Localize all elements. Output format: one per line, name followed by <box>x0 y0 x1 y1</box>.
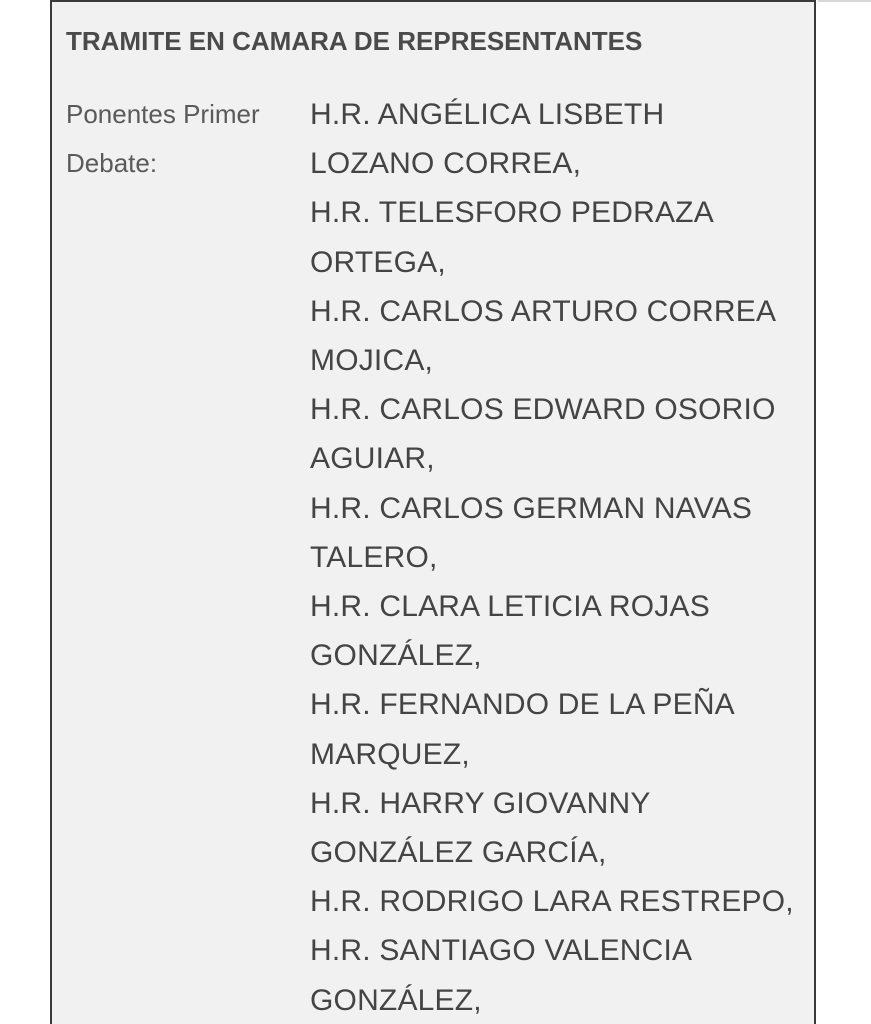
ponente-line: H.R. HARRY GIOVANNY <box>310 786 651 820</box>
ponente-line: H.R. CARLOS EDWARD OSORIO <box>310 393 776 427</box>
ponentes-row <box>66 90 804 1024</box>
ponente-line: MOJICA, <box>310 344 434 378</box>
section-title: TRAMITE EN CAMARA DE REPRESENTANTES <box>66 26 643 56</box>
ponente-line: TALERO, <box>310 540 438 574</box>
ponente-line: ORTEGA, <box>310 245 446 279</box>
ponente-line: GONZÁLEZ, <box>310 639 482 673</box>
ponente-line: LOZANO CORREA, <box>310 147 582 181</box>
ponente-line: H.R. RODRIGO LARA RESTREPO, <box>310 885 794 919</box>
top-divider <box>818 0 871 2</box>
ponente-line: H.R. CARLOS GERMAN NAVAS <box>310 491 753 525</box>
ponente-line: H.R. TELESFORO PEDRAZA <box>310 196 714 230</box>
ponente-line: H.R. FERNANDO DE LA PEÑA <box>310 688 735 722</box>
ponente-line: MARQUEZ, <box>310 737 470 771</box>
ponentes-label-line-1: Ponentes Primer <box>66 99 260 129</box>
ponente-line: H.R. SANTIAGO VALENCIA <box>310 934 693 968</box>
ponentes-value <box>310 90 804 1024</box>
tramite-card <box>50 0 816 1024</box>
ponente-line: AGUIAR, <box>310 442 435 476</box>
ponentes-label <box>66 90 310 1024</box>
ponente-line: GONZÁLEZ, <box>310 983 482 1017</box>
ponente-line: H.R. ANGÉLICA LISBETH <box>310 98 665 131</box>
ponente-line: H.R. CLARA LETICIA ROJAS <box>310 590 710 624</box>
ponente-line: H.R. CARLOS ARTURO CORREA <box>310 294 777 328</box>
ponente-line: GONZÁLEZ GARCÍA, <box>310 836 607 870</box>
ponentes-label-line-2: Debate: <box>66 148 158 178</box>
